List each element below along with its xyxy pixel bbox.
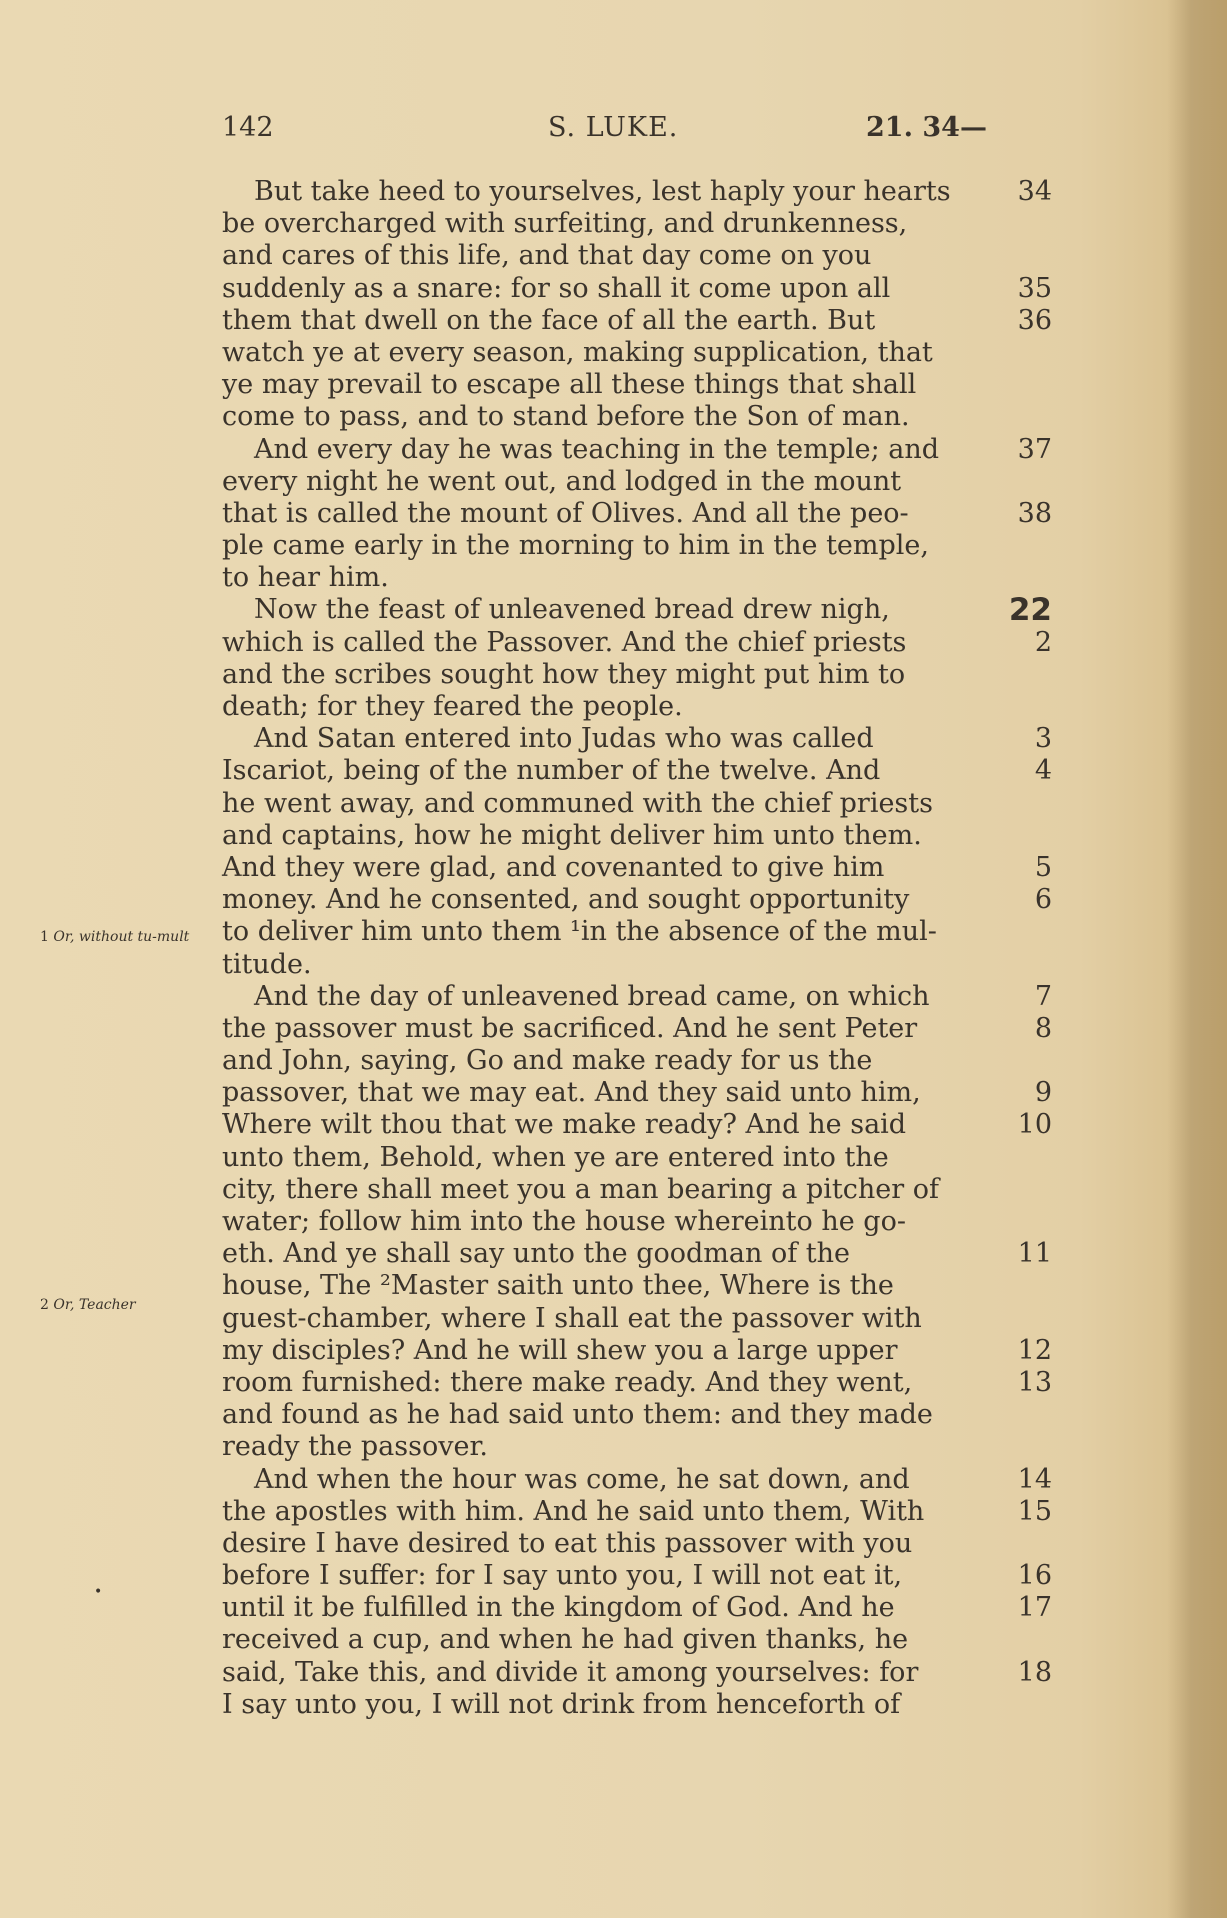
line-text: ple came early in the morning to him in the temple, xyxy=(222,530,929,562)
line-text: to deliver him unto them ¹in the absence of the mul- xyxy=(222,916,937,948)
line-text: I say unto you, I will not drink from henceforth of xyxy=(222,1688,901,1720)
text-line xyxy=(222,981,1052,1013)
verse-number: 35 xyxy=(1017,272,1052,304)
text-line xyxy=(222,1592,1052,1624)
line-text: And they were glad, and covenanted to give him xyxy=(222,851,885,883)
line-text: that is called the mount of Olives. And all the peo- xyxy=(222,497,909,529)
text-line xyxy=(222,1657,1052,1689)
line-text: before I suffer: for I say unto you, I will not eat it, xyxy=(222,1560,903,1592)
line-text: city, there shall meet you a man bearing a pitcher of xyxy=(222,1173,939,1205)
verse-number: 6 xyxy=(1034,884,1052,916)
chapter-verse-reference: 21. 34— xyxy=(866,112,987,143)
text-line xyxy=(222,1109,1052,1141)
chapter-number: 22 xyxy=(1008,592,1052,629)
text-line xyxy=(222,1689,1052,1721)
text-line xyxy=(222,401,1052,433)
margin-note-1 xyxy=(40,929,230,946)
text-line xyxy=(222,1142,1052,1174)
line-text: and cares of this life, and that day come on you xyxy=(222,240,872,272)
line-text: passover, that we may eat. And they said unto him, xyxy=(222,1077,921,1109)
line-text: my disciples? And he will shew you a large upper xyxy=(222,1334,898,1366)
line-text: And when the hour was come, he sat down, and xyxy=(254,1463,910,1495)
text-line xyxy=(222,627,1052,659)
line-text: But take heed to yourselves, lest haply your hearts xyxy=(254,176,951,207)
verse-number: 13 xyxy=(1017,1366,1052,1398)
line-text: Where wilt thou that we make ready? And he said xyxy=(222,1109,907,1141)
text-line xyxy=(222,1013,1052,1045)
verse-number: 9 xyxy=(1034,1077,1052,1109)
line-text: Iscariot, being of the number of the twelve. And xyxy=(222,755,881,787)
text-line xyxy=(222,1464,1052,1496)
line-text: watch ye at every season, making supplication, that xyxy=(222,336,933,368)
margin-note-text: Or, without tu-mult xyxy=(53,929,190,945)
line-text: come to pass, and to stand before the Son of man. xyxy=(222,401,910,433)
line-text: ready the passover. xyxy=(222,1431,489,1463)
page-edge-shadow xyxy=(1167,0,1227,1918)
text-line xyxy=(222,1399,1052,1431)
text-line xyxy=(222,1077,1052,1109)
text-line xyxy=(222,723,1052,755)
verse-number: 37 xyxy=(1017,433,1052,465)
line-text: Now the feast of unleavened bread drew nigh, xyxy=(254,594,890,626)
text-line xyxy=(222,1528,1052,1560)
text-line xyxy=(222,592,1052,629)
line-text: And every day he was teaching in the temple; and xyxy=(254,433,940,465)
page-number: 142 xyxy=(222,112,274,143)
line-text: and found as he had said unto them: and they made xyxy=(222,1399,933,1431)
line-text: desire I have desired to eat this passover with you xyxy=(222,1527,913,1559)
text-line xyxy=(222,240,1052,272)
text-line xyxy=(222,1303,1052,1335)
line-text: guest-chamber, where I shall eat the passover with xyxy=(222,1302,922,1334)
running-header xyxy=(0,112,1227,146)
text-line xyxy=(222,305,1052,337)
line-text: house, The ²Master saith unto thee, Where is the xyxy=(222,1270,894,1302)
line-text: every night he went out, and lodged in the mount xyxy=(222,465,902,497)
text-line xyxy=(222,1045,1052,1077)
line-text: ye may prevail to escape all these things that shall xyxy=(222,369,917,401)
line-text: eth. And ye shall say unto the goodman of the xyxy=(222,1238,851,1270)
stray-print-mark: • xyxy=(94,1584,103,1600)
line-text: to hear him. xyxy=(222,562,389,594)
text-line xyxy=(222,1560,1052,1592)
line-text: received a cup, and when he had given thanks, he xyxy=(222,1624,909,1656)
verse-number: 2 xyxy=(1034,626,1052,658)
text-line xyxy=(222,498,1052,530)
line-text: water; follow him into the house whereinto he go- xyxy=(222,1206,906,1237)
text-line xyxy=(222,884,1052,916)
text-line xyxy=(222,434,1052,466)
line-text: which is called the Passover. And the chief priests xyxy=(222,626,907,658)
line-text: titude. xyxy=(222,948,312,980)
verse-number: 4 xyxy=(1034,755,1052,787)
line-text: suddenly as a snare: for so shall it come upon all xyxy=(222,272,891,304)
margin-note-2 xyxy=(40,1297,230,1314)
text-line xyxy=(222,530,1052,562)
verse-number: 14 xyxy=(1017,1463,1052,1495)
line-text: and captains, how he might deliver him unto them. xyxy=(222,819,922,851)
text-line xyxy=(222,1335,1052,1367)
line-text: money. And he consented, and sought opportunity xyxy=(222,884,910,916)
line-text: said, Take this, and divide it among yourselves: for xyxy=(222,1656,919,1688)
verse-number: 11 xyxy=(1017,1238,1052,1270)
text-line xyxy=(222,176,1052,208)
line-text: unto them, Behold, when ye are entered into the xyxy=(222,1141,889,1173)
text-line xyxy=(222,337,1052,369)
line-text: and John, saying, Go and make ready for us the xyxy=(222,1045,873,1077)
text-line xyxy=(222,755,1052,787)
verse-number: 38 xyxy=(1017,497,1052,529)
scripture-text xyxy=(222,176,1052,1721)
line-text: and the scribes sought how they might put him to xyxy=(222,658,906,690)
verse-number: 15 xyxy=(1017,1495,1052,1527)
verse-number: 36 xyxy=(1017,304,1052,336)
verse-number: 8 xyxy=(1034,1012,1052,1044)
text-line xyxy=(222,949,1052,981)
line-text: And the day of unleavened bread came, on which xyxy=(254,980,930,1012)
text-line xyxy=(222,916,1052,948)
line-text: them that dwell on the face of all the earth. But xyxy=(222,304,876,336)
verse-number: 17 xyxy=(1017,1592,1052,1624)
text-line xyxy=(222,273,1052,305)
verse-number: 5 xyxy=(1034,851,1052,883)
text-line xyxy=(222,659,1052,691)
text-line xyxy=(222,1270,1052,1302)
margin-note-text: Or, Teacher xyxy=(53,1297,136,1313)
text-line xyxy=(222,1174,1052,1206)
line-text: be overcharged with surfeiting, and drunkenness, xyxy=(222,208,908,240)
verse-number: 12 xyxy=(1017,1334,1052,1366)
line-text: death; for they feared the people. xyxy=(222,691,683,722)
text-line xyxy=(222,852,1052,884)
margin-note-number: 2 xyxy=(40,1297,49,1313)
line-text: the passover must be sacrificed. And he sent Peter xyxy=(222,1012,918,1044)
line-text: room furnished: there make ready. And they went, xyxy=(222,1366,913,1398)
text-line xyxy=(222,562,1052,594)
verse-number: 10 xyxy=(1017,1109,1052,1141)
line-text: And Satan entered into Judas who was called xyxy=(254,723,874,755)
text-line xyxy=(222,1496,1052,1528)
book-title: S. LUKE. xyxy=(548,112,679,143)
text-line xyxy=(222,820,1052,852)
text-line xyxy=(222,208,1052,240)
verse-number: 3 xyxy=(1034,723,1052,755)
verse-number: 34 xyxy=(1017,176,1052,207)
text-line xyxy=(222,369,1052,401)
line-text: he went away, and communed with the chief priests xyxy=(222,787,933,819)
text-line xyxy=(222,1238,1052,1270)
text-line xyxy=(222,1367,1052,1399)
line-text: until it be fulfilled in the kingdom of God. And he xyxy=(222,1592,895,1624)
text-line xyxy=(222,1624,1052,1656)
verse-number: 16 xyxy=(1017,1560,1052,1592)
text-line xyxy=(222,466,1052,498)
verse-number: 18 xyxy=(1017,1656,1052,1688)
text-line xyxy=(222,1206,1052,1238)
line-text: the apostles with him. And he said unto them, With xyxy=(222,1495,925,1527)
text-line xyxy=(222,1431,1052,1463)
text-line xyxy=(222,788,1052,820)
verse-number: 7 xyxy=(1034,980,1052,1012)
text-line xyxy=(222,691,1052,723)
margin-note-number: 1 xyxy=(40,929,49,945)
